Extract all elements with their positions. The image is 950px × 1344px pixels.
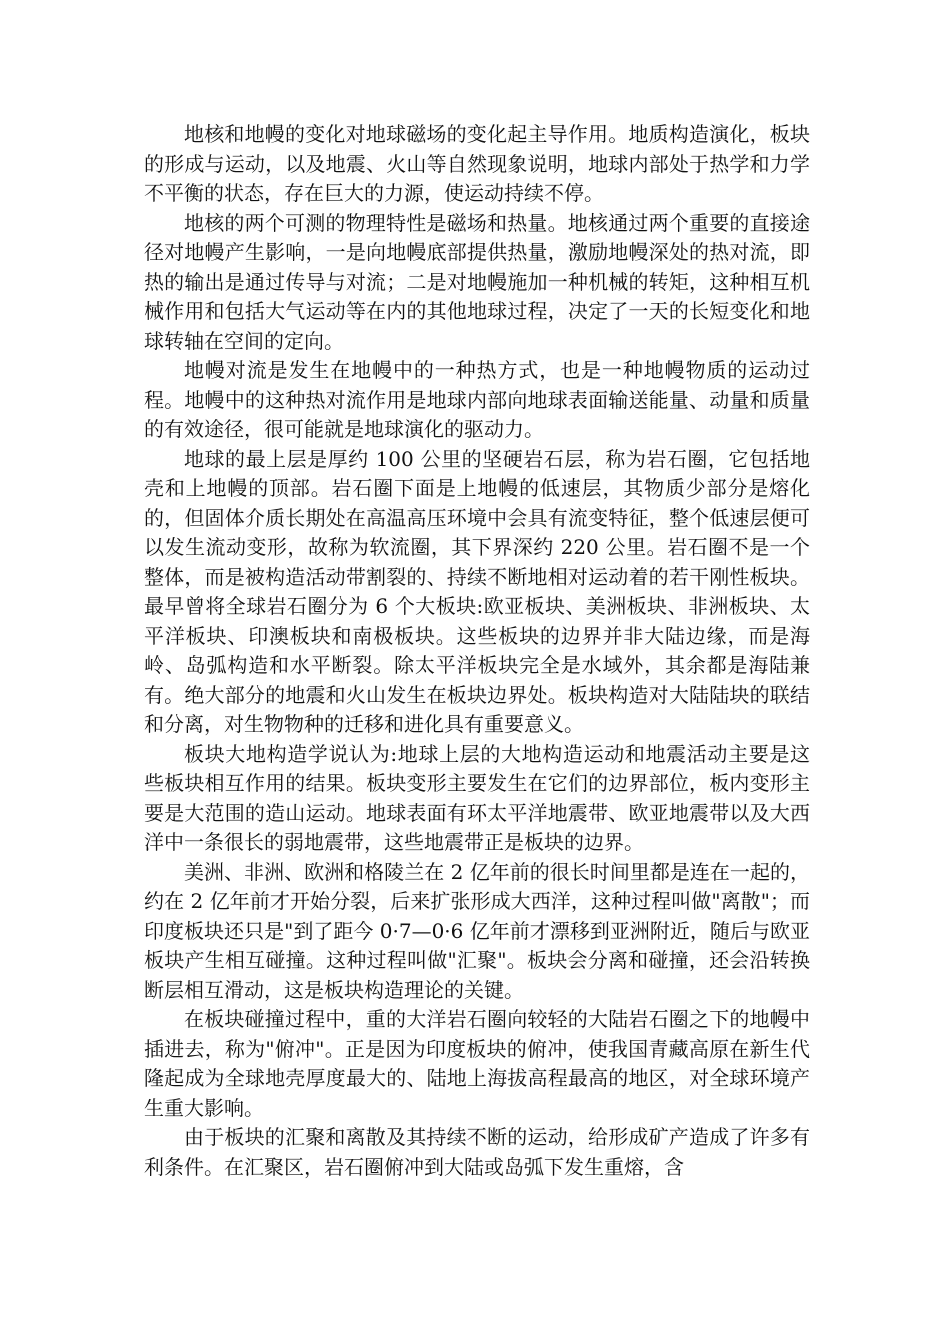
paragraph-6: 美洲、非洲、欧洲和格陵兰在 2 亿年前的很长时间里都是连在一起的，约在 2 亿年前才开始分裂，后来扩张形成大西洋，这种过程叫做"离散"；而印度板块还只是"到了距今 0·7—0·6 亿年前才漂移到亚洲附近，随后与欧亚板块产生相互碰撞。这种过程叫做"汇聚"。板块会分离和碰撞，还会沿转换断层相互滑动，这是板块构造理论的关键。	[144, 859, 810, 1002]
paragraph-2: 地核的两个可测的物理特性是磁场和热量。地核通过两个重要的直接途径对地幔产生影响，一是向地幔底部提供热量，激励地幔深处的热对流，即热的输出是通过传导与对流；二是对地幔施加一种机械的转矩，这种相互机械作用和包括大气运动等在内的其他地球过程，决定了一天的长短变化和地球转轴在空间的定向。	[144, 210, 810, 353]
paragraph-7: 在板块碰撞过程中，重的大洋岩石圈向较轻的大陆岩石圈之下的地幔中插进去，称为"俯冲"。正是因为印度板块的俯冲，使我国青藏高原在新生代隆起成为全球地壳厚度最大的、陆地上海拔高程最高的地区，对全球环境产生重大影响。	[144, 1007, 810, 1120]
paragraph-3: 地幔对流是发生在地幔中的一种热方式，也是一种地幔物质的运动过程。地幔中的这种热对流作用是地球内部向地球表面输送能量、动量和质量的有效途径，很可能就是地球演化的驱动力。	[144, 358, 810, 441]
paragraph-1: 地核和地幔的变化对地球磁场的变化起主导作用。地质构造演化，板块的形成与运动，以及地震、火山等自然现象说明，地球内部处于热学和力学不平衡的状态，存在巨大的力源，使运动持续不停。	[144, 122, 810, 205]
document-body	[144, 120, 810, 1182]
paragraph-4: 地球的最上层是厚约 100 公里的坚硬岩石层，称为岩石圈，它包括地壳和上地幔的顶部。岩石圈下面是上地幔的低速层，其物质少部分是熔化的，但固体介质长期处在高温高压环境中会具有流变特征，整个低速层便可以发生流动变形，故称为软流圈，其下界深约 220 公里。岩石圈不是一个整体，而是被构造活动带割裂的、持续不断地相对运动着的若干刚性板块。最早曾将全球岩石圈分为 6 个大板块:欧亚板块、美洲板块、非洲板块、太平洋板块、印澳板块和南极板块。这些板块的边界并非大陆边缘，而是海岭、岛弧构造和水平断裂。除太平洋板块完全是水域外，其余都是海陆兼有。绝大部分的地震和火山发生在板块边界处。板块构造对大陆陆块的联结和分离，对生物物种的迁移和进化具有重要意义。	[144, 446, 810, 736]
paragraph-8: 由于板块的汇聚和离散及其持续不断的运动，给形成矿产造成了许多有利条件。在汇聚区，岩石圈俯冲到大陆或岛弧下发生重熔，含	[144, 1125, 810, 1179]
paragraph-5: 板块大地构造学说认为:地球上层的大地构造运动和地震活动主要是这些板块相互作用的结果。板块变形主要发生在它们的边界部位，板内变形主要是大范围的造山运动。地球表面有环太平洋地震带、欧亚地震带以及大西洋中一条很长的弱地震带，这些地震带正是板块的边界。	[144, 741, 810, 854]
